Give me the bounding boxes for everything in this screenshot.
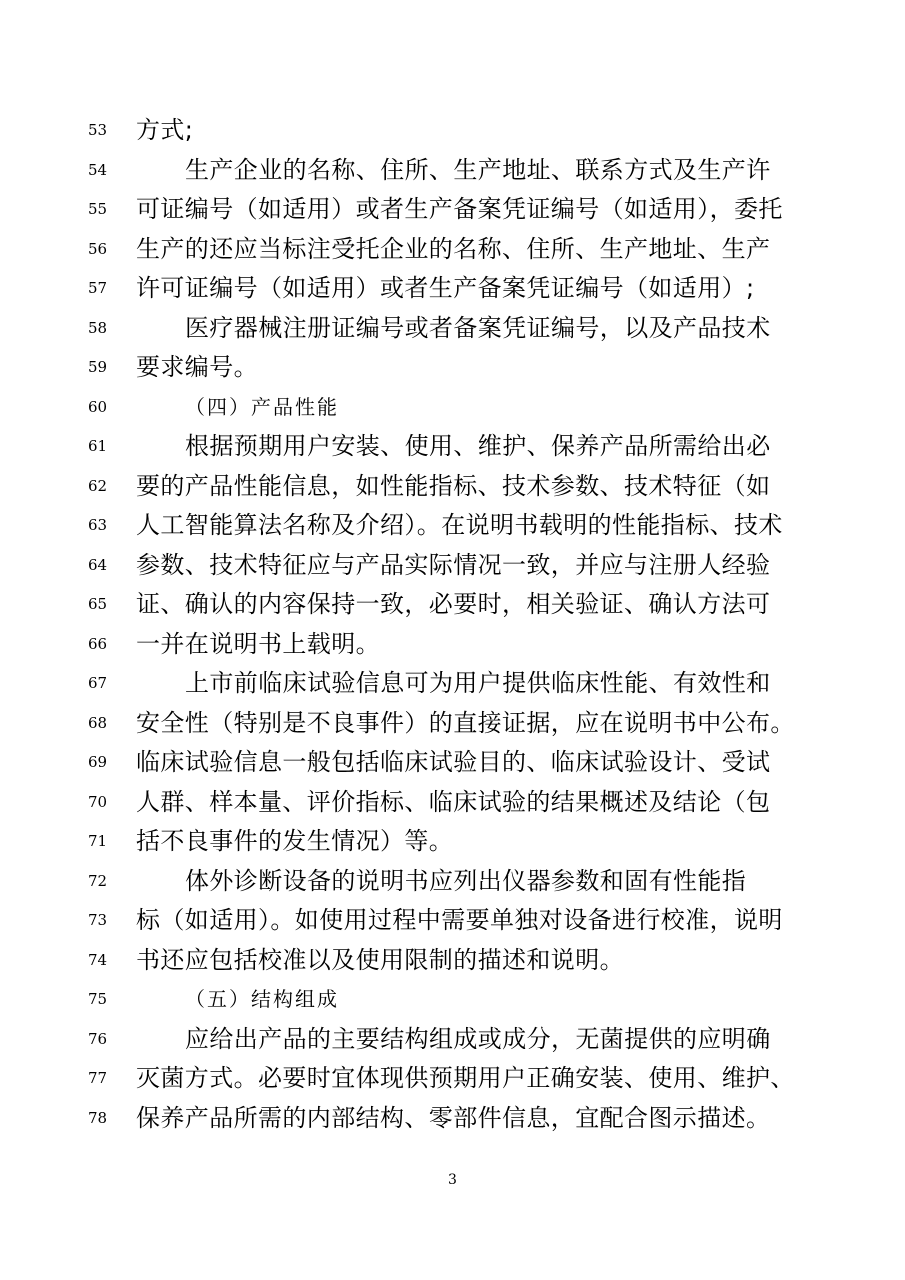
line-text: 人群、样本量、评价指标、临床试验的结果概述及结论（包 bbox=[136, 787, 771, 816]
line-number: 69 bbox=[88, 753, 108, 771]
line-number: 61 bbox=[88, 437, 108, 455]
line-number: 72 bbox=[88, 871, 108, 890]
line-text: 可证编号（如适用）或者生产备案凭证编号（如适用），委托 bbox=[136, 195, 783, 223]
text-line bbox=[0, 901, 905, 941]
line-number: 63 bbox=[88, 516, 108, 534]
line-number: 75 bbox=[88, 990, 108, 1008]
line-text: 一并在说明书上载明。 bbox=[136, 629, 380, 658]
line-text: 要求编号。 bbox=[136, 353, 258, 381]
line-number: 74 bbox=[88, 950, 108, 969]
line-text: 许可证编号（如适用）或者生产备案凭证编号（如适用）; bbox=[136, 274, 755, 302]
line-text: 灭菌方式。必要时宜体现供预期用户正确安装、使用、维护、 bbox=[136, 1064, 795, 1092]
line-text: 书还应包括校准以及使用限制的描述和说明。 bbox=[136, 945, 624, 974]
text-line bbox=[0, 190, 905, 230]
text-line bbox=[0, 1059, 905, 1099]
line-text: 生产企业的名称、住所、生产地址、联系方式及生产许 bbox=[185, 155, 771, 184]
line-number: 62 bbox=[88, 476, 108, 495]
line-number: 59 bbox=[88, 358, 108, 376]
text-line bbox=[0, 506, 905, 546]
text-line bbox=[0, 111, 905, 151]
line-text: 应给出产品的主要结构组成或成分，无菌提供的应明确 bbox=[185, 1024, 771, 1053]
line-text: 参数、技术特征应与产品实际情况一致，并应与注册人经验 bbox=[136, 550, 771, 579]
line-text: 安全性（特别是不良事件）的直接证据，应在说明书中公布。 bbox=[136, 708, 795, 737]
text-line bbox=[0, 230, 905, 270]
line-number: 68 bbox=[88, 713, 108, 732]
line-number: 71 bbox=[88, 832, 108, 850]
line-text: 根据预期用户安装、使用、维护、保养产品所需给出必 bbox=[185, 432, 771, 460]
line-number: 60 bbox=[88, 397, 108, 416]
line-text: 方式; bbox=[136, 116, 194, 144]
text-line bbox=[0, 585, 905, 625]
line-number: 70 bbox=[88, 792, 108, 811]
text-line bbox=[0, 348, 905, 388]
line-number: 53 bbox=[88, 121, 108, 139]
line-text: 标（如适用）。如使用过程中需要单独对设备进行校准，说明 bbox=[136, 906, 783, 934]
line-text: 保养产品所需的内部结构、零部件信息，宜配合图示描述。 bbox=[136, 1103, 771, 1132]
line-number: 55 bbox=[88, 200, 108, 218]
page-number: 3 bbox=[448, 1172, 457, 1188]
section-heading: （五）结构组成 bbox=[185, 987, 339, 1011]
line-text: 临床试验信息一般包括临床试验目的、临床试验设计、受试 bbox=[136, 748, 771, 776]
text-line bbox=[0, 546, 905, 586]
line-number: 54 bbox=[88, 160, 108, 179]
line-number: 58 bbox=[88, 318, 108, 337]
line-text: 医疗器械注册证编号或者备案凭证编号，以及产品技术 bbox=[185, 313, 771, 342]
text-line bbox=[0, 467, 905, 507]
text-line bbox=[0, 269, 905, 309]
section-heading-line bbox=[0, 980, 905, 1020]
line-number: 64 bbox=[88, 555, 108, 574]
line-text: 体外诊断设备的说明书应列出仪器参数和固有性能指 bbox=[185, 866, 747, 895]
line-text: 证、确认的内容保持一致，必要时，相关验证、确认方法可 bbox=[136, 590, 771, 618]
section-heading: （四）产品性能 bbox=[185, 394, 339, 419]
text-line bbox=[0, 941, 905, 981]
line-text: 括不良事件的发生情况）等。 bbox=[136, 827, 454, 855]
line-text: 上市前临床试验信息可为用户提供临床性能、有效性和 bbox=[185, 669, 771, 697]
line-number: 67 bbox=[88, 674, 108, 692]
text-line bbox=[0, 704, 905, 744]
text-line bbox=[0, 783, 905, 823]
line-number: 56 bbox=[88, 239, 108, 258]
line-number: 78 bbox=[88, 1108, 108, 1127]
line-number: 77 bbox=[88, 1069, 108, 1087]
line-number: 66 bbox=[88, 634, 108, 653]
line-text: 要的产品性能信息，如性能指标、技术参数、技术特征（如 bbox=[136, 471, 771, 500]
text-line bbox=[0, 1099, 905, 1139]
line-number: 57 bbox=[88, 279, 108, 297]
line-number: 76 bbox=[88, 1029, 108, 1048]
text-line bbox=[0, 743, 905, 783]
text-line bbox=[0, 309, 905, 349]
line-number: 73 bbox=[88, 911, 108, 929]
line-text: 人工智能算法名称及介绍）。在说明书载明的性能指标、技术 bbox=[136, 511, 783, 539]
line-text: 生产的还应当标注受托企业的名称、住所、生产地址、生产 bbox=[136, 234, 771, 263]
text-line bbox=[0, 1020, 905, 1060]
text-line bbox=[0, 427, 905, 467]
text-line bbox=[0, 151, 905, 191]
text-line bbox=[0, 664, 905, 704]
text-line bbox=[0, 625, 905, 665]
text-lines bbox=[0, 111, 905, 1138]
section-heading-line bbox=[0, 388, 905, 428]
line-number: 65 bbox=[88, 595, 108, 613]
text-line bbox=[0, 822, 905, 862]
text-line bbox=[0, 862, 905, 902]
